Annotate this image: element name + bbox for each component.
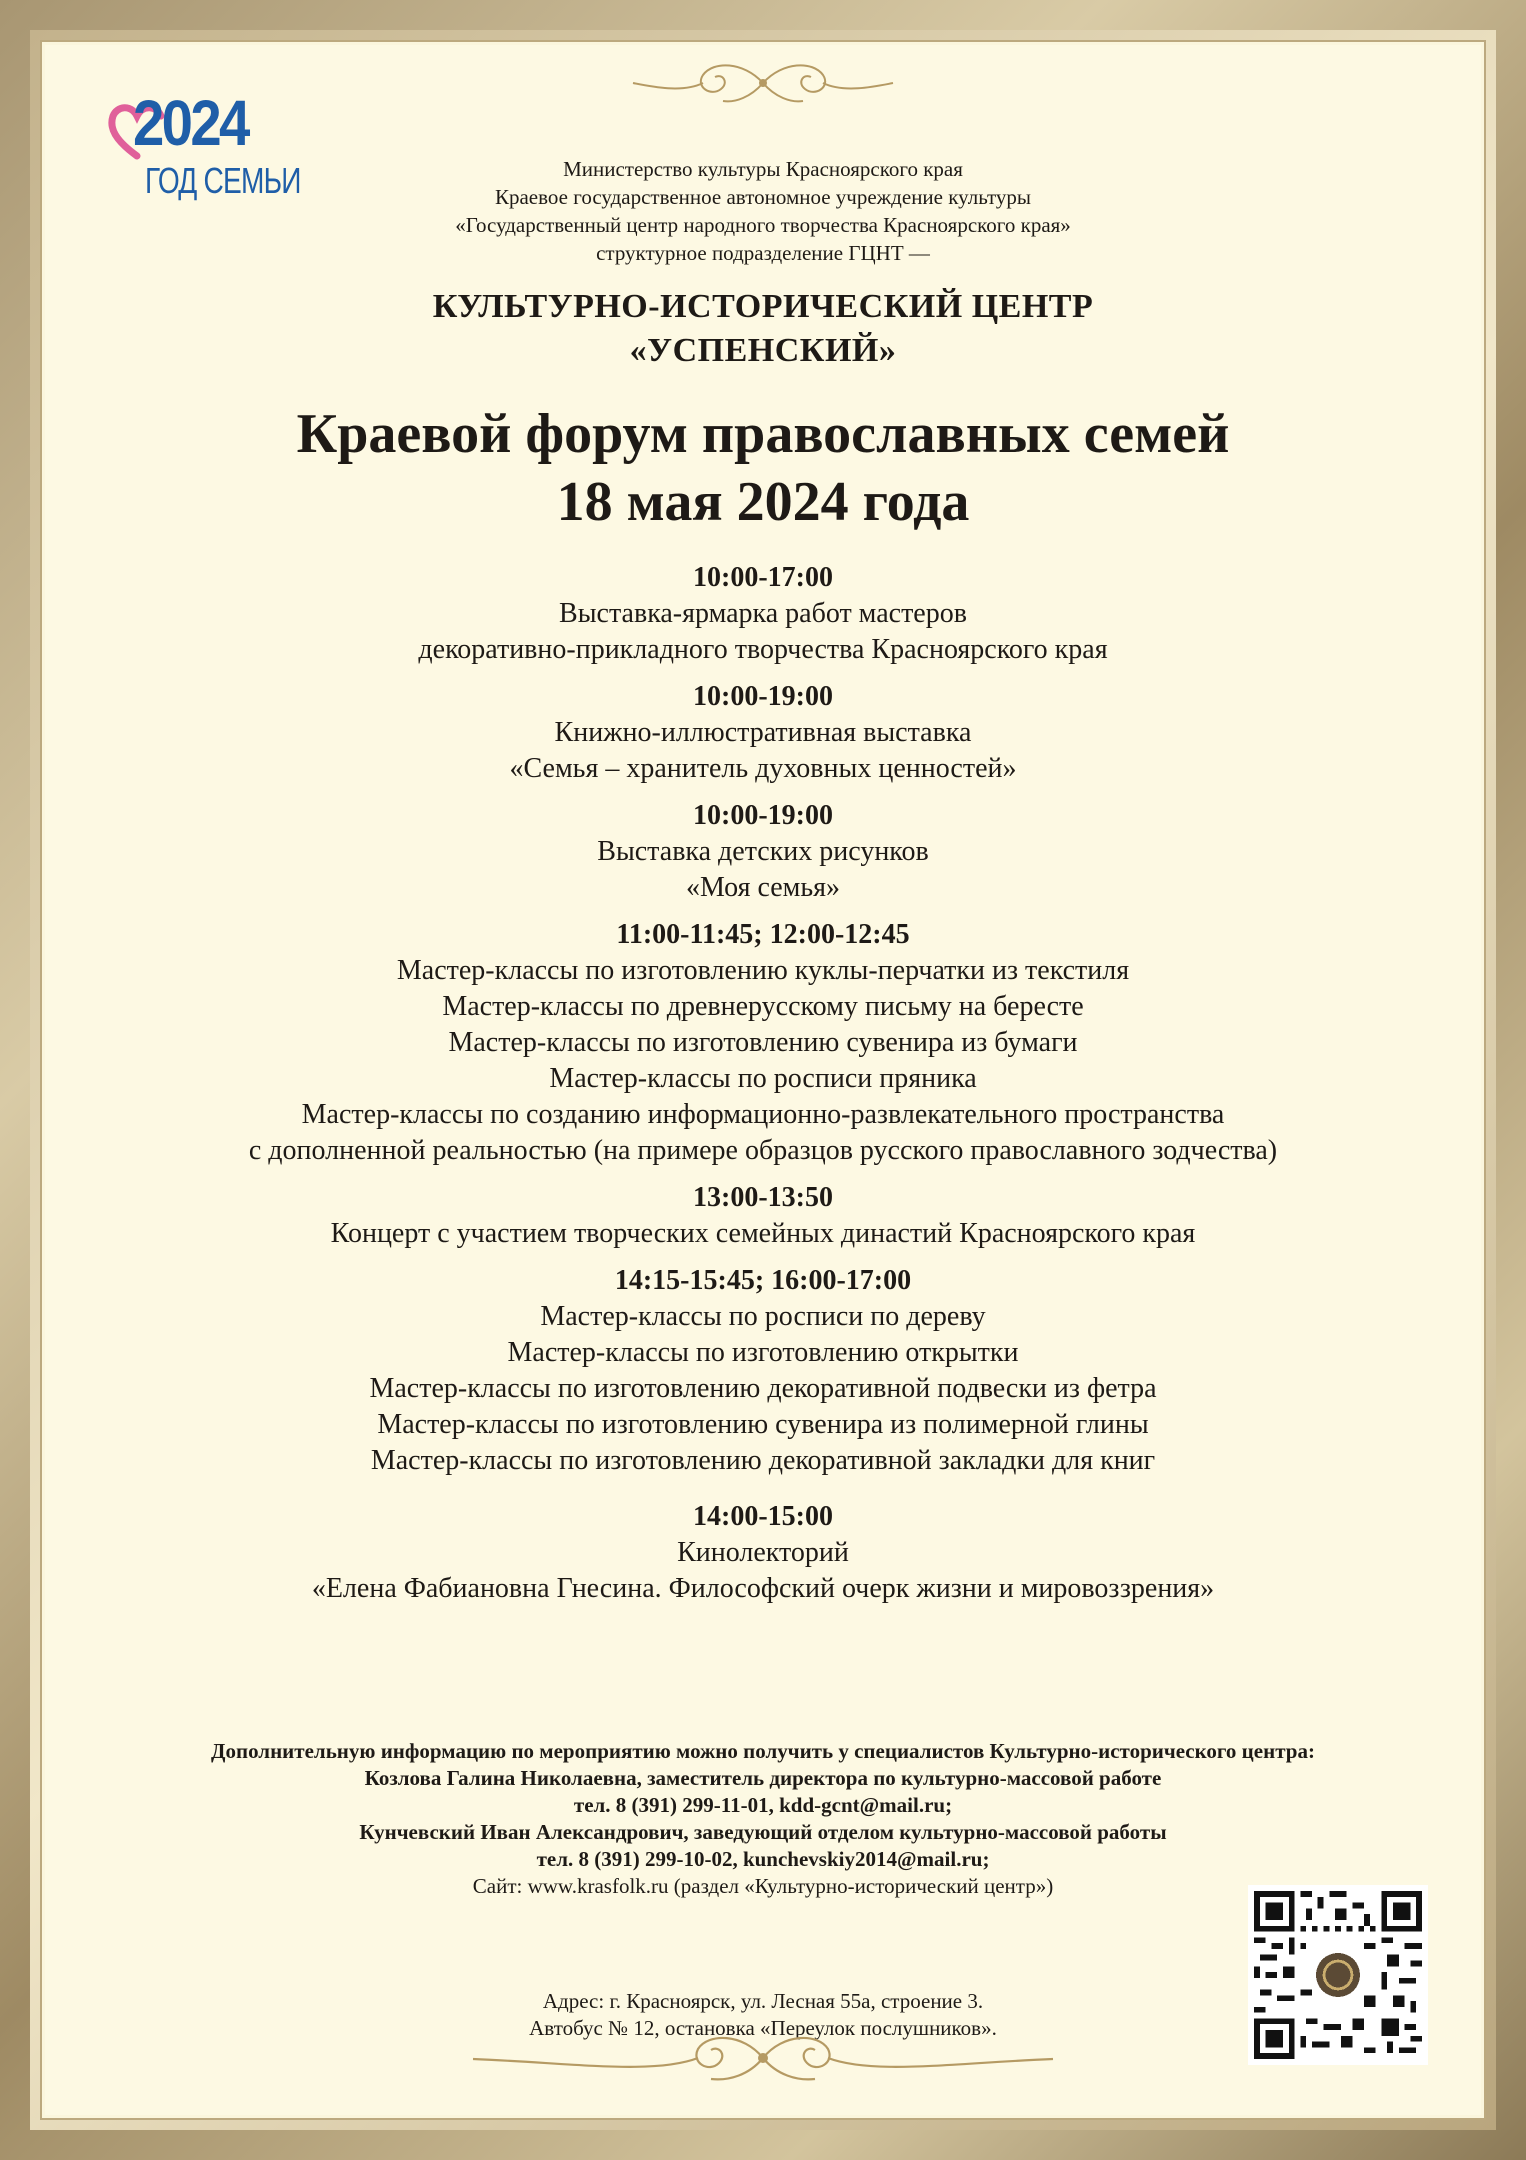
program-item: Концерт с участием творческих семейных династий Красноярского края xyxy=(330,1218,1196,1249)
program-item: «Семья – хранитель духовных ценностей» xyxy=(509,753,1017,784)
program-item: Мастер-классы по изготовлению сувенира из бумаги xyxy=(448,1027,1078,1058)
org-line: Министерство культуры Красноярского края xyxy=(563,157,963,181)
program-block xyxy=(45,560,1481,668)
program-block xyxy=(45,798,1481,906)
program-item: Мастер-классы по изготовлению декоративной подвески из фетра xyxy=(369,1373,1157,1404)
program-item: с дополненной реальностью (на примере образцов русского православного зодчества) xyxy=(248,1135,1278,1166)
program-item: Мастер-классы по изготовлению куклы-перчатки из текстиля xyxy=(396,955,1130,986)
program-time: 10:00-19:00 xyxy=(693,681,833,712)
program-item: «Моя семья» xyxy=(685,872,841,903)
event-date: 18 мая 2024 года xyxy=(556,471,970,533)
center-name-line2: «УСПЕНСКИЙ» xyxy=(629,332,897,369)
program-block xyxy=(45,679,1481,787)
program-item: Мастер-классы по росписи пряника xyxy=(549,1063,977,1094)
contact-phone-email[interactable]: тел. 8 (391) 299-10-02, kunchevskiy2014@mail.ru; xyxy=(536,1847,990,1871)
program-time: 13:00-13:50 xyxy=(693,1182,833,1213)
program-item: Выставка-ярмарка работ мастеров xyxy=(559,598,967,629)
contacts-intro: Дополнительную информацию по мероприятию можно получить у специалистов Культурно-исторического центра: xyxy=(211,1739,1315,1763)
program-time: 11:00-11:45; 12:00-12:45 xyxy=(616,919,910,950)
contact-phone-email[interactable]: тел. 8 (391) 299-11-01, kdd-gcnt@mail.ru; xyxy=(573,1793,953,1817)
program-item: Мастер-классы по росписи по дереву xyxy=(540,1301,986,1332)
org-line: Краевое государственное автономное учреждение культуры xyxy=(494,185,1031,209)
event-title-line1: Краевой форум православных семей xyxy=(296,403,1230,465)
program-block xyxy=(45,1499,1481,1607)
program-item: Кинолекторий xyxy=(677,1537,849,1568)
program-item: Мастер-классы по изготовлению декоративной закладки для книг xyxy=(370,1445,1156,1476)
program-time: 10:00-17:00 xyxy=(693,562,833,593)
program-item: Мастер-классы по древнерусскому письму на бересте xyxy=(442,991,1084,1022)
program-item: Книжно-иллюстративная выставка xyxy=(554,717,972,748)
program-time: 14:15-15:45; 16:00-17:00 xyxy=(614,1265,912,1296)
program-block xyxy=(45,1180,1481,1252)
center-name xyxy=(45,285,1481,373)
contact-person: Козлова Галина Николаевна, заместитель директора по культурно-массовой работе xyxy=(364,1766,1162,1790)
program-time: 14:00-15:00 xyxy=(693,1501,833,1532)
address-line: Адрес: г. Красноярск, ул. Лесная 55а, строение 3. xyxy=(542,1989,984,2013)
bus-stop-line: Автобус № 12, остановка «Переулок послушников». xyxy=(529,2016,997,2040)
logo-year: 2024 xyxy=(133,87,248,159)
program-item: Мастер-классы по изготовлению открытки xyxy=(507,1337,1019,1368)
program-item: «Елена Фабиановна Гнесина. Философский очерк жизни и мировоззрения» xyxy=(311,1573,1215,1604)
top-ornament-icon xyxy=(623,53,903,113)
program-time: 10:00-19:00 xyxy=(693,800,833,831)
qr-code-icon[interactable] xyxy=(1248,1885,1428,2065)
bottom-ornament-icon xyxy=(453,2023,1073,2093)
program-item: Выставка детских рисунков xyxy=(597,836,929,867)
program-item: Мастер-классы по изготовлению сувенира из полимерной глины xyxy=(377,1409,1149,1440)
org-line: «Государственный центр народного творчества Красноярского края» xyxy=(455,213,1071,237)
org-line: структурное подразделение ГЦНТ — xyxy=(596,241,930,265)
program-schedule xyxy=(45,560,1481,1618)
event-title xyxy=(45,400,1481,536)
organization-header xyxy=(45,155,1481,267)
program-item: Мастер-классы по созданию информационно-развлекательного пространства xyxy=(301,1099,1225,1130)
program-block xyxy=(45,917,1481,1169)
website-link[interactable]: Сайт: www.krasfolk.ru (раздел «Культурно-исторический центр») xyxy=(472,1874,1054,1898)
logo-subtitle: ГОД СЕМЬИ xyxy=(145,160,301,201)
program-block xyxy=(45,1263,1481,1479)
contact-person: Кунчевский Иван Александрович, заведующий отделом культурно-массовой работы xyxy=(359,1820,1167,1844)
program-item: декоративно-прикладного творчества Красноярского края xyxy=(418,634,1108,665)
poster-page xyxy=(45,45,1481,2115)
center-name-line1: КУЛЬТУРНО-ИСТОРИЧЕСКИЙ ЦЕНТР xyxy=(432,288,1094,325)
contact-info xyxy=(45,1738,1481,1900)
